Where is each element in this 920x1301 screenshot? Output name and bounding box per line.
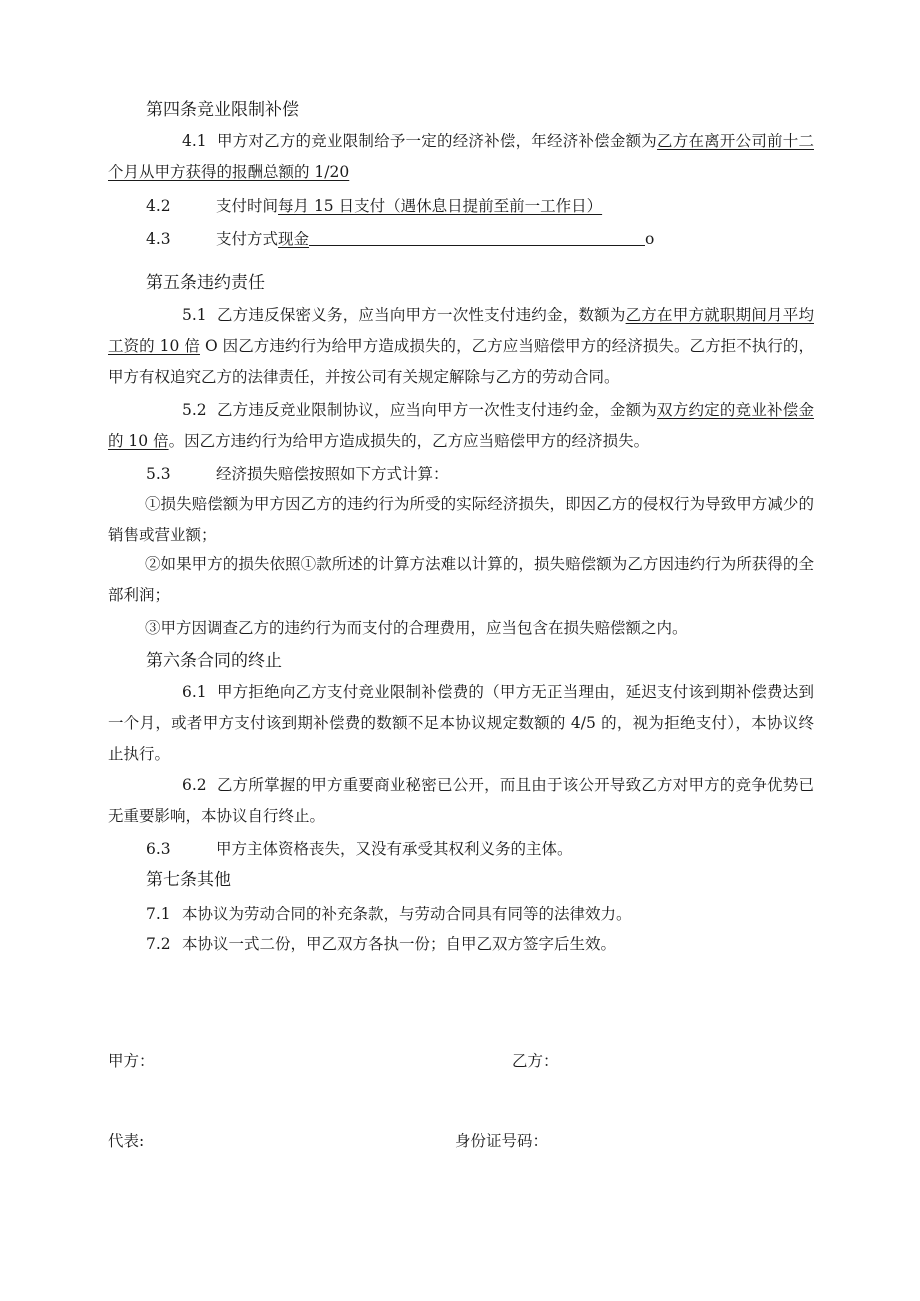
article-6-title: 第六条合同的终止	[146, 651, 282, 671]
underlined-fill: 双方约定的竞业补偿金的 10 倍	[108, 401, 814, 450]
list-item-1: ①损失赔偿额为甲方因乙方的违约行为所受的实际经济损失，即因乙方的侵权行为导致甲方减少的销售或营业额；	[108, 495, 814, 544]
clause-5-3	[146, 464, 449, 484]
clause-number: 6.3	[146, 840, 171, 858]
list-item-2: ②如果甲方的损失依照①款所述的计算方法难以计算的，损失赔偿额为乙方因违约行为所获得的全部利润；	[108, 555, 814, 604]
underlined-fill: 乙方在离开公司前十二个月从甲方获得的报酬总额的 1/20	[108, 132, 814, 181]
clause-number: 6.2	[182, 776, 207, 794]
clause-label: 支付方式	[216, 230, 279, 248]
clause-number: 4.1	[182, 132, 207, 150]
party-a-label: 甲方：	[108, 1052, 155, 1070]
clause-5-1	[108, 300, 814, 393]
underlined-fill: 每月 15 日支付（遇休息日提前至前一工作日）	[278, 197, 603, 215]
clause-6-3	[146, 839, 573, 859]
id-number-label: 身份证号码：	[455, 1132, 549, 1150]
clause-text: 经济损失赔偿按照如下方式计算：	[216, 465, 449, 483]
clause-number: 5.3	[146, 465, 171, 483]
underlined-fill: 乙方在甲方就职期间月平均工资的 10 倍	[108, 306, 814, 355]
representative-label: 代表:	[108, 1132, 145, 1150]
clause-text: 乙方违反竞业限制协议，应当向甲方一次性支付违约金，金额为	[216, 401, 658, 419]
clause-text: 甲方拒绝向乙方支付竞业限制补偿费的（甲方无正当理由，延迟支付该到期补偿费达到一个月，或者甲方支付该到期补偿费的数额不足本协议规定数额的 4/5 的，视为拒绝支付），本协议终止执行。	[108, 683, 814, 763]
blank-line	[309, 229, 645, 246]
clause-number: 7.2	[146, 935, 171, 953]
clause-text: 甲方对乙方的竞业限制给予一定的经济补偿，年经济补偿金额为	[216, 132, 658, 150]
clause-5-2	[108, 395, 814, 457]
list-item-3: ③甲方因调查乙方的违约行为而支付的合理费用，应当包含在损失赔偿额之内。	[145, 619, 688, 637]
clause-number: 5.1	[182, 306, 207, 324]
article-5-title: 第五条违约责任	[146, 273, 265, 293]
clause-text: 本协议一式二份，甲乙双方各执一份；自甲乙双方签字后生效。	[182, 935, 617, 953]
clause-4-3	[146, 229, 654, 249]
clause-number: 4.2	[146, 197, 171, 215]
clause-number: 4.3	[146, 230, 171, 248]
clause-label: 支付时间	[216, 197, 279, 215]
clause-text: 乙方所掌握的甲方重要商业秘密已公开，而且由于该公开导致乙方对甲方的竞争优势已无重要影响，本协议自行终止。	[108, 776, 814, 825]
clause-number: 7.1	[146, 905, 171, 923]
clause-4-2	[146, 196, 602, 216]
clause-7-2	[146, 934, 616, 954]
clause-text-cont: 。因乙方违约行为给甲方造成损失的，乙方应当赔偿甲方的经济损失。	[168, 432, 650, 450]
underlined-fill: 现金	[278, 230, 310, 248]
clause-text: 甲方主体资格丧失，又没有承受其权利义务的主体。	[216, 840, 573, 858]
article-4-title: 第四条竞业限制补偿	[146, 100, 299, 120]
clause-number: 5.2	[182, 401, 207, 419]
clause-4-1	[108, 126, 814, 188]
clause-end: o	[645, 230, 655, 248]
article-7-title: 第七条其他	[146, 870, 231, 890]
clause-text: 乙方违反保密义务，应当向甲方一次性支付违约金，数额为	[216, 306, 626, 324]
party-b-label: 乙方：	[512, 1052, 559, 1070]
clause-number: 6.1	[182, 683, 207, 701]
clause-6-1	[108, 677, 814, 770]
clause-7-1	[146, 904, 632, 924]
clause-6-2	[108, 770, 814, 832]
clause-text: 本协议为劳动合同的补充条款，与劳动合同具有同等的法律效力。	[182, 905, 632, 923]
clause-text-cont: O 因乙方违约行为给甲方造成损失的，乙方应当赔偿甲方的经济损失。乙方拒不执行的，甲方有权追究乙方的法律责任，并按公司有关规定解除与乙方的劳动合同。	[108, 337, 814, 386]
